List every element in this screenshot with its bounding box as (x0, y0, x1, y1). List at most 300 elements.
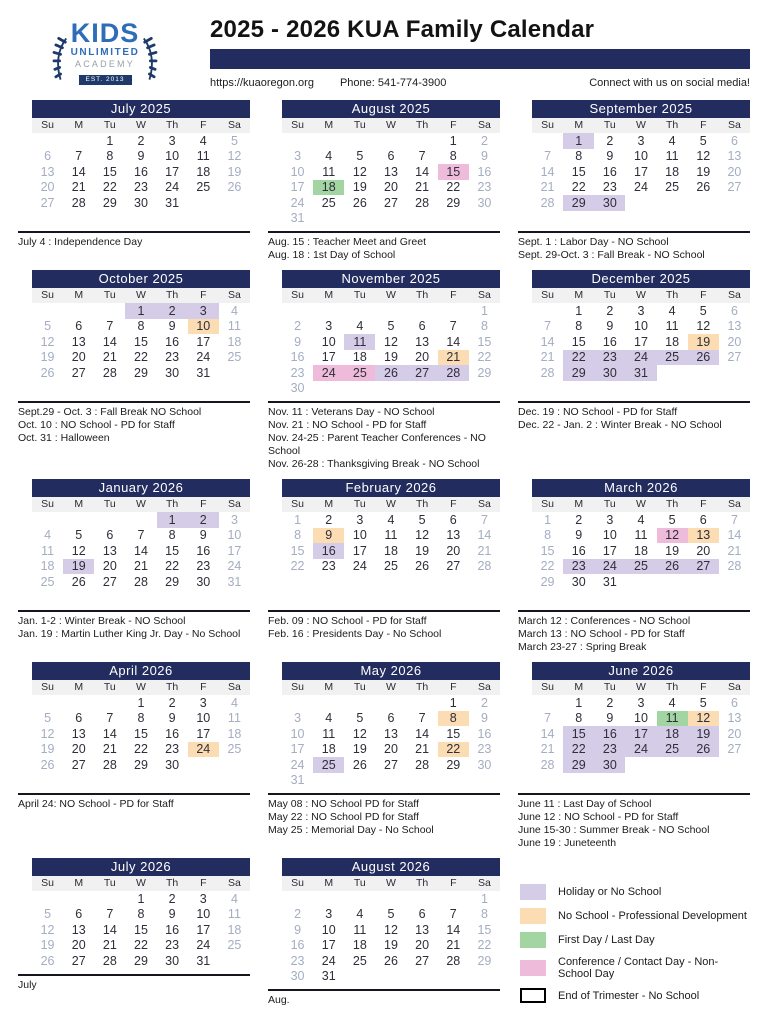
date-cell: 26 (40, 757, 55, 772)
day-name-label: Tu (353, 877, 366, 889)
date-cell: 2 (606, 133, 614, 148)
date-cell: 21 (415, 742, 430, 757)
date-cell: 10 (227, 528, 242, 543)
date-cell: 2 (168, 695, 176, 710)
date-cell: 26 (688, 350, 719, 366)
date-cell: 14 (102, 334, 117, 349)
day-name-label: W (386, 498, 396, 510)
date-cell: 4 (44, 528, 52, 543)
day-name-label: W (136, 289, 146, 301)
date-cell: 15 (134, 726, 148, 741)
date-cell: 15 (102, 164, 117, 179)
date-cell: 8 (137, 319, 145, 334)
date-cell: 25 (657, 742, 688, 758)
empty-cell (94, 303, 125, 319)
date-cell: 28 (438, 365, 469, 381)
date-cell: 5 (230, 133, 238, 148)
date-cell: 26 (688, 742, 719, 758)
month-notes (518, 798, 750, 856)
date-cell: 13 (727, 149, 742, 164)
date-cell: 5 (418, 512, 426, 527)
day-name-label: Su (541, 498, 554, 510)
date-cell: 19 (384, 938, 398, 953)
month-may-2026 (268, 660, 500, 856)
date-cell: 5 (44, 711, 52, 726)
day-name-label: Su (541, 681, 554, 693)
notes-divider (268, 610, 500, 612)
empty-cell (375, 695, 406, 711)
date-cell: 22 (571, 180, 586, 195)
date-cell: 6 (387, 149, 395, 164)
date-cell: 20 (71, 742, 86, 757)
day-name-label: W (136, 498, 146, 510)
date-cell: 29 (563, 195, 594, 211)
day-name-label: W (386, 289, 396, 301)
date-cell: 2 (480, 133, 488, 148)
date-cell: 15 (446, 726, 461, 741)
date-cell: 23 (477, 180, 492, 195)
date-cell: 30 (196, 574, 211, 589)
day-name-label: F (200, 119, 207, 131)
date-grid (532, 695, 750, 788)
logo-academy-text: ACADEMY (75, 58, 135, 69)
date-cell: 8 (137, 907, 145, 922)
empty-cell (282, 303, 313, 319)
date-cell: 6 (730, 133, 738, 148)
date-cell: 12 (696, 149, 711, 164)
date-cell: 9 (137, 149, 145, 164)
date-cell: 4 (668, 133, 676, 148)
date-cell: 19 (40, 350, 55, 365)
date-cell: 3 (230, 512, 238, 527)
date-cell: 10 (196, 711, 211, 726)
date-cell: 30 (165, 365, 180, 380)
date-cell: 3 (188, 303, 219, 319)
day-name-label: Sa (227, 119, 241, 131)
date-cell: 9 (606, 711, 614, 726)
date-grid (282, 512, 500, 605)
notes-divider (18, 610, 250, 612)
date-cell: 26 (375, 365, 406, 381)
date-cell: 28 (102, 365, 117, 380)
empty-cell (32, 695, 63, 711)
date-cell: 10 (602, 528, 617, 543)
day-names-row (532, 288, 750, 303)
month-title: June 2026 (532, 662, 750, 680)
date-cell: 7 (137, 528, 145, 543)
month-title: January 2026 (32, 479, 250, 497)
date-cell: 3 (325, 319, 333, 334)
day-names-row (32, 118, 250, 133)
empty-cell (407, 891, 438, 907)
day-name-label: Tu (603, 119, 616, 131)
date-cell: 29 (446, 195, 461, 210)
date-cell: 22 (563, 742, 594, 758)
day-name-label: Tu (103, 681, 116, 693)
date-cell: 12 (227, 149, 242, 164)
day-name-label: M (74, 877, 84, 889)
empty-cell (407, 303, 438, 319)
date-cell: 10 (165, 149, 180, 164)
date-cell: 9 (294, 922, 302, 937)
date-cell: 28 (71, 195, 86, 210)
note-line: Nov. 24-25 : Parent Teacher Conferences - NO School (268, 432, 486, 457)
date-cell: 12 (40, 726, 55, 741)
note-line: March 13 : NO School - PD for Staff (518, 628, 685, 640)
date-cell: 27 (446, 559, 461, 574)
date-cell: 2 (575, 512, 583, 527)
date-cell: 29 (134, 365, 148, 380)
date-cell: 30 (290, 969, 305, 984)
day-names-row (282, 288, 500, 303)
note-line: Sept. 1 : Labor Day - NO School (518, 236, 669, 248)
day-name-label: Su (41, 681, 54, 693)
date-cell: 8 (168, 528, 176, 543)
date-cell: 5 (44, 319, 52, 334)
month-table (532, 497, 750, 605)
date-cell: 8 (480, 907, 488, 922)
month-title: April 2026 (32, 662, 250, 680)
laurel-right-icon (141, 35, 156, 83)
day-name-label: Tu (103, 289, 116, 301)
day-name-label: W (136, 119, 146, 131)
date-cell: 4 (230, 695, 238, 710)
date-cell: 23 (290, 365, 305, 380)
day-name-label: Sa (227, 289, 241, 301)
date-cell: 20 (415, 938, 430, 953)
month-table (282, 876, 500, 984)
note-line: July (18, 978, 37, 991)
date-cell: 29 (563, 757, 594, 773)
month-table (532, 118, 750, 226)
day-name-label: Sa (477, 877, 491, 889)
day-name-label: Th (166, 289, 179, 301)
note-line: Nov. 21 : NO School - PD for Staff (268, 419, 427, 431)
day-name-label: F (200, 877, 207, 889)
day-name-label: M (574, 289, 584, 301)
date-cell: 14 (540, 334, 555, 349)
note-line: April 24: NO School - PD for Staff (18, 798, 174, 810)
date-cell: 23 (594, 742, 625, 758)
date-cell: 25 (321, 195, 336, 210)
date-cell: 7 (418, 711, 426, 726)
note-line: Feb. 09 : NO School - PD for Staff (268, 615, 427, 627)
notes-divider (18, 231, 250, 233)
date-cell: 10 (634, 711, 648, 726)
date-cell: 16 (290, 350, 305, 365)
date-cell: 19 (384, 350, 398, 365)
date-cell: 10 (290, 164, 305, 179)
day-name-label: Sa (727, 681, 741, 693)
date-cell: 29 (540, 574, 555, 589)
day-name-label: Sa (477, 289, 491, 301)
date-cell: 15 (540, 543, 555, 558)
date-cell: 31 (227, 574, 242, 589)
date-cell: 30 (165, 757, 180, 772)
notes-divider (518, 793, 750, 795)
date-cell: 22 (563, 350, 594, 366)
day-name-label: F (450, 498, 457, 510)
legend-item-trimester (520, 988, 750, 1003)
note-line: Dec. 22 - Jan. 2 : Winter Break - NO School (518, 419, 722, 431)
date-cell: 14 (102, 726, 117, 741)
date-cell: 19 (415, 543, 430, 558)
calendar-grid (18, 98, 750, 1013)
month-notes (18, 979, 250, 998)
legend-label: Conference / Contact Day - Non-School Day (558, 956, 719, 980)
date-cell: 20 (40, 180, 55, 195)
day-name-label: Th (166, 119, 179, 131)
date-cell: 5 (699, 133, 707, 148)
date-cell: 25 (196, 180, 211, 195)
month-notes (18, 236, 250, 255)
day-names-row (532, 118, 750, 133)
date-cell: 17 (196, 726, 211, 741)
date-cell: 3 (294, 149, 302, 164)
date-cell: 6 (106, 528, 114, 543)
date-cell: 17 (165, 164, 180, 179)
day-name-label: F (200, 498, 207, 510)
date-cell: 24 (352, 559, 367, 574)
date-cell: 3 (637, 695, 645, 710)
date-cell: 7 (418, 149, 426, 164)
date-cell: 31 (290, 211, 305, 226)
date-cell: 21 (446, 938, 461, 953)
day-name-label: F (450, 681, 457, 693)
date-cell: 18 (665, 164, 680, 179)
date-cell: 11 (227, 711, 241, 726)
date-cell: 14 (415, 164, 430, 179)
month-title: May 2026 (282, 662, 500, 680)
date-cell: 25 (313, 757, 344, 773)
empty-cell (375, 133, 406, 149)
month-table (282, 288, 500, 396)
notes-divider (268, 231, 500, 233)
date-cell: 5 (699, 695, 707, 710)
day-name-label: Th (666, 498, 679, 510)
day-name-label: Tu (603, 681, 616, 693)
date-cell: 26 (352, 757, 367, 772)
empty-cell (344, 695, 375, 711)
day-name-label: M (324, 681, 334, 693)
date-cell: 24 (290, 757, 305, 772)
date-cell: 21 (102, 742, 117, 757)
month-notes (268, 798, 500, 843)
note-line: June 11 : Last Day of School (518, 798, 652, 810)
date-grid (32, 303, 250, 396)
day-name-label: F (700, 289, 707, 301)
date-cell: 11 (384, 528, 398, 543)
date-cell: 17 (625, 726, 656, 742)
date-cell: 17 (602, 543, 617, 558)
month-table (32, 288, 250, 396)
laurel-left-icon (54, 35, 69, 83)
day-name-label: Tu (103, 877, 116, 889)
legend-item-holiday (520, 884, 750, 900)
note-line: June 15-30 : Summer Break - NO School (518, 824, 710, 836)
date-cell: 2 (157, 303, 188, 319)
day-name-label: F (200, 681, 207, 693)
date-cell: 5 (75, 528, 83, 543)
note-line: May 22 : NO School PD for Staff (268, 811, 419, 823)
date-cell: 23 (477, 742, 492, 757)
day-names-row (532, 680, 750, 695)
date-cell: 21 (540, 180, 555, 195)
month-title: October 2025 (32, 270, 250, 288)
day-name-label: Sa (227, 681, 241, 693)
date-cell: 6 (75, 711, 83, 726)
date-grid (32, 891, 250, 969)
day-name-label: Th (166, 877, 179, 889)
empty-cell (32, 512, 63, 528)
date-cell: 4 (325, 149, 333, 164)
legend-swatch-holiday (520, 884, 546, 900)
notes-divider (268, 793, 500, 795)
date-cell: 7 (449, 319, 457, 334)
empty-cell (63, 512, 94, 528)
day-name-label: Th (666, 681, 679, 693)
day-name-label: M (324, 119, 334, 131)
date-cell: 10 (188, 319, 219, 335)
month-notes (518, 406, 750, 438)
date-cell: 21 (477, 543, 492, 558)
date-cell: 18 (227, 726, 242, 741)
date-cell: 27 (415, 953, 430, 968)
date-cell: 5 (44, 907, 52, 922)
day-name-label: Tu (103, 119, 116, 131)
month-title: September 2025 (532, 100, 750, 118)
date-cell: 12 (696, 319, 711, 334)
date-cell: 12 (40, 334, 55, 349)
day-name-label: Tu (603, 289, 616, 301)
date-cell: 30 (477, 757, 492, 772)
month-title: November 2025 (282, 270, 500, 288)
date-cell: 13 (727, 319, 742, 334)
date-cell: 11 (322, 164, 336, 179)
date-cell: 13 (102, 543, 117, 558)
date-cell: 27 (384, 757, 398, 772)
date-cell: 21 (102, 938, 117, 953)
date-cell: 2 (606, 695, 614, 710)
empty-cell (407, 133, 438, 149)
date-cell: 8 (137, 711, 145, 726)
day-name-label: W (386, 681, 396, 693)
legend-label: Holiday or No School (558, 886, 662, 898)
note-line: July 4 : Independence Day (18, 236, 143, 248)
date-cell: 12 (352, 164, 367, 179)
month-title: March 2026 (532, 479, 750, 497)
date-cell: 1 (449, 133, 457, 148)
legend-swatch-pd (520, 908, 546, 924)
notes-divider (268, 989, 500, 991)
date-cell: 18 (657, 726, 688, 742)
date-cell: 24 (625, 742, 656, 758)
social-text: Connect with us on social media! (589, 77, 750, 89)
date-cell: 30 (594, 195, 625, 211)
date-cell: 4 (637, 512, 645, 527)
month-title: August 2026 (282, 858, 500, 876)
date-cell: 29 (165, 574, 180, 589)
legend-item-first_last (520, 932, 750, 948)
date-cell: 27 (727, 180, 742, 195)
day-names-row (532, 497, 750, 512)
day-name-label: W (386, 877, 396, 889)
date-cell: 20 (71, 350, 86, 365)
date-cell: 15 (290, 543, 305, 558)
day-name-label: F (450, 289, 457, 301)
date-cell: 7 (106, 711, 114, 726)
date-cell: 23 (134, 180, 148, 195)
date-cell: 19 (227, 164, 242, 179)
date-grid (532, 512, 750, 605)
date-cell: 3 (325, 907, 333, 922)
empty-cell (532, 695, 563, 711)
date-cell: 16 (571, 543, 586, 558)
date-cell: 26 (40, 953, 55, 968)
date-cell: 10 (321, 922, 336, 937)
date-cell: 14 (71, 164, 86, 179)
day-name-label: Sa (727, 289, 741, 301)
date-cell: 20 (696, 543, 711, 558)
date-cell: 12 (40, 922, 55, 937)
date-cell: 29 (477, 953, 492, 968)
date-cell: 19 (40, 938, 55, 953)
date-cell: 17 (290, 742, 305, 757)
date-cell: 18 (352, 350, 367, 365)
date-cell: 15 (165, 543, 180, 558)
date-cell: 1 (294, 512, 302, 527)
month-table (32, 497, 250, 605)
date-cell: 25 (665, 180, 680, 195)
date-cell: 16 (313, 543, 344, 559)
date-cell: 7 (544, 319, 552, 334)
date-cell: 26 (71, 574, 86, 589)
day-name-label: Th (666, 289, 679, 301)
date-cell: 30 (290, 381, 305, 396)
date-cell: 18 (227, 334, 242, 349)
day-name-label: Sa (477, 681, 491, 693)
date-cell: 11 (344, 334, 375, 350)
date-cell: 6 (387, 711, 395, 726)
date-cell: 24 (594, 559, 625, 575)
notes-divider (18, 401, 250, 403)
empty-cell (438, 891, 469, 907)
website-text: https://kuaoregon.org (210, 77, 314, 89)
date-grid (532, 133, 750, 226)
date-cell: 24 (227, 559, 242, 574)
date-cell: 12 (384, 922, 398, 937)
date-cell: 20 (415, 350, 430, 365)
date-cell: 19 (688, 334, 719, 350)
date-cell: 5 (699, 303, 707, 318)
page-title: 2025 - 2026 KUA Family Calendar (210, 16, 595, 43)
date-cell: 28 (415, 757, 430, 772)
date-cell: 29 (134, 953, 148, 968)
date-cell: 27 (384, 195, 398, 210)
date-cell: 6 (699, 512, 707, 527)
empty-cell (125, 512, 156, 528)
date-cell: 2 (294, 907, 302, 922)
date-cell: 16 (134, 164, 148, 179)
date-cell: 7 (544, 711, 552, 726)
date-cell: 10 (290, 726, 305, 741)
date-cell: 11 (227, 907, 241, 922)
note-line: May 08 : NO School PD for Staff (268, 798, 419, 810)
date-cell: 14 (727, 528, 742, 543)
day-name-label: Th (166, 498, 179, 510)
empty-cell (344, 891, 375, 907)
date-cell: 17 (196, 922, 211, 937)
